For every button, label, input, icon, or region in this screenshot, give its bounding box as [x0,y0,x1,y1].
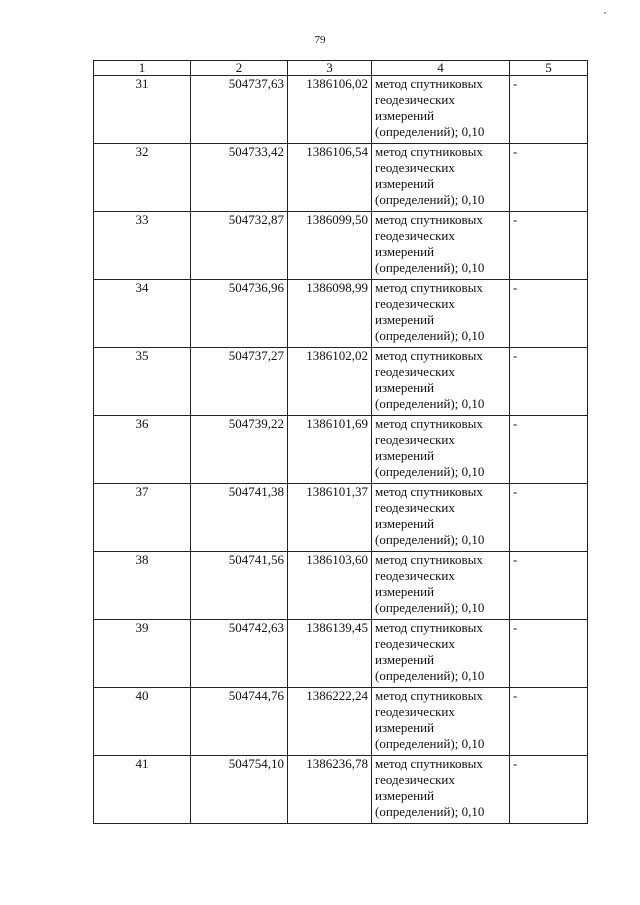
method-cell: метод спутниковых геодезических измерений (определений); 0,10 [372,688,510,756]
point-number-cell: 38 [94,552,191,620]
y-coordinate-cell: 1386222,24 [288,688,372,756]
method-cell: метод спутниковых геодезических измерений (определений); 0,10 [372,76,510,144]
y-coordinate-cell: 1386106,02 [288,76,372,144]
table-row [94,280,588,348]
note-cell: - [510,756,588,824]
x-coordinate-cell: 504744,76 [191,688,288,756]
point-number-cell: 33 [94,212,191,280]
x-coordinate-cell: 504754,10 [191,756,288,824]
x-coordinate-cell: 504736,96 [191,280,288,348]
method-cell: метод спутниковых геодезических измерений (определений); 0,10 [372,484,510,552]
note-cell: - [510,552,588,620]
x-coordinate-cell: 504741,38 [191,484,288,552]
column-header: 3 [288,61,372,76]
table-row [94,688,588,756]
note-cell: - [510,688,588,756]
table-row [94,212,588,280]
note-cell: - [510,212,588,280]
y-coordinate-cell: 1386098,99 [288,280,372,348]
y-coordinate-cell: 1386101,37 [288,484,372,552]
table-row [94,484,588,552]
y-coordinate-cell: 1386139,45 [288,620,372,688]
y-coordinate-cell: 1386099,50 [288,212,372,280]
note-cell: - [510,416,588,484]
point-number-cell: 32 [94,144,191,212]
page-number: 79 [314,34,326,46]
method-cell: метод спутниковых геодезических измерений (определений); 0,10 [372,144,510,212]
x-coordinate-cell: 504732,87 [191,212,288,280]
note-cell: - [510,620,588,688]
table-row [94,552,588,620]
y-coordinate-cell: 1386103,60 [288,552,372,620]
note-cell: - [510,484,588,552]
x-coordinate-cell: 504737,63 [191,76,288,144]
method-cell: метод спутниковых геодезических измерений (определений); 0,10 [372,620,510,688]
x-coordinate-cell: 504741,56 [191,552,288,620]
point-number-cell: 36 [94,416,191,484]
point-number-cell: 40 [94,688,191,756]
method-cell: метод спутниковых геодезических измерений (определений); 0,10 [372,280,510,348]
method-cell: метод спутниковых геодезических измерений (определений); 0,10 [372,416,510,484]
table-row [94,756,588,824]
table-body [94,76,588,824]
x-coordinate-cell: 504739,22 [191,416,288,484]
x-coordinate-cell: 504733,42 [191,144,288,212]
note-cell: - [510,280,588,348]
coordinates-table [93,60,588,824]
x-coordinate-cell: 504742,63 [191,620,288,688]
y-coordinate-cell: 1386101,69 [288,416,372,484]
y-coordinate-cell: 1386106,54 [288,144,372,212]
method-cell: метод спутниковых геодезических измерений (определений); 0,10 [372,348,510,416]
note-cell: - [510,76,588,144]
point-number-cell: 41 [94,756,191,824]
y-coordinate-cell: 1386236,78 [288,756,372,824]
point-number-cell: 34 [94,280,191,348]
method-cell: метод спутниковых геодезических измерений (определений); 0,10 [372,212,510,280]
column-header: 1 [94,61,191,76]
column-header: 5 [510,61,588,76]
note-cell: - [510,348,588,416]
point-number-cell: 39 [94,620,191,688]
table-row [94,620,588,688]
y-coordinate-cell: 1386102,02 [288,348,372,416]
scan-speck [604,12,606,14]
column-header: 4 [372,61,510,76]
table-row [94,144,588,212]
method-cell: метод спутниковых геодезических измерений (определений); 0,10 [372,756,510,824]
note-cell: - [510,144,588,212]
point-number-cell: 35 [94,348,191,416]
column-header: 2 [191,61,288,76]
point-number-cell: 31 [94,76,191,144]
x-coordinate-cell: 504737,27 [191,348,288,416]
table-header-row [94,61,588,76]
table-row [94,76,588,144]
point-number-cell: 37 [94,484,191,552]
table-row [94,348,588,416]
method-cell: метод спутниковых геодезических измерений (определений); 0,10 [372,552,510,620]
table-row [94,416,588,484]
